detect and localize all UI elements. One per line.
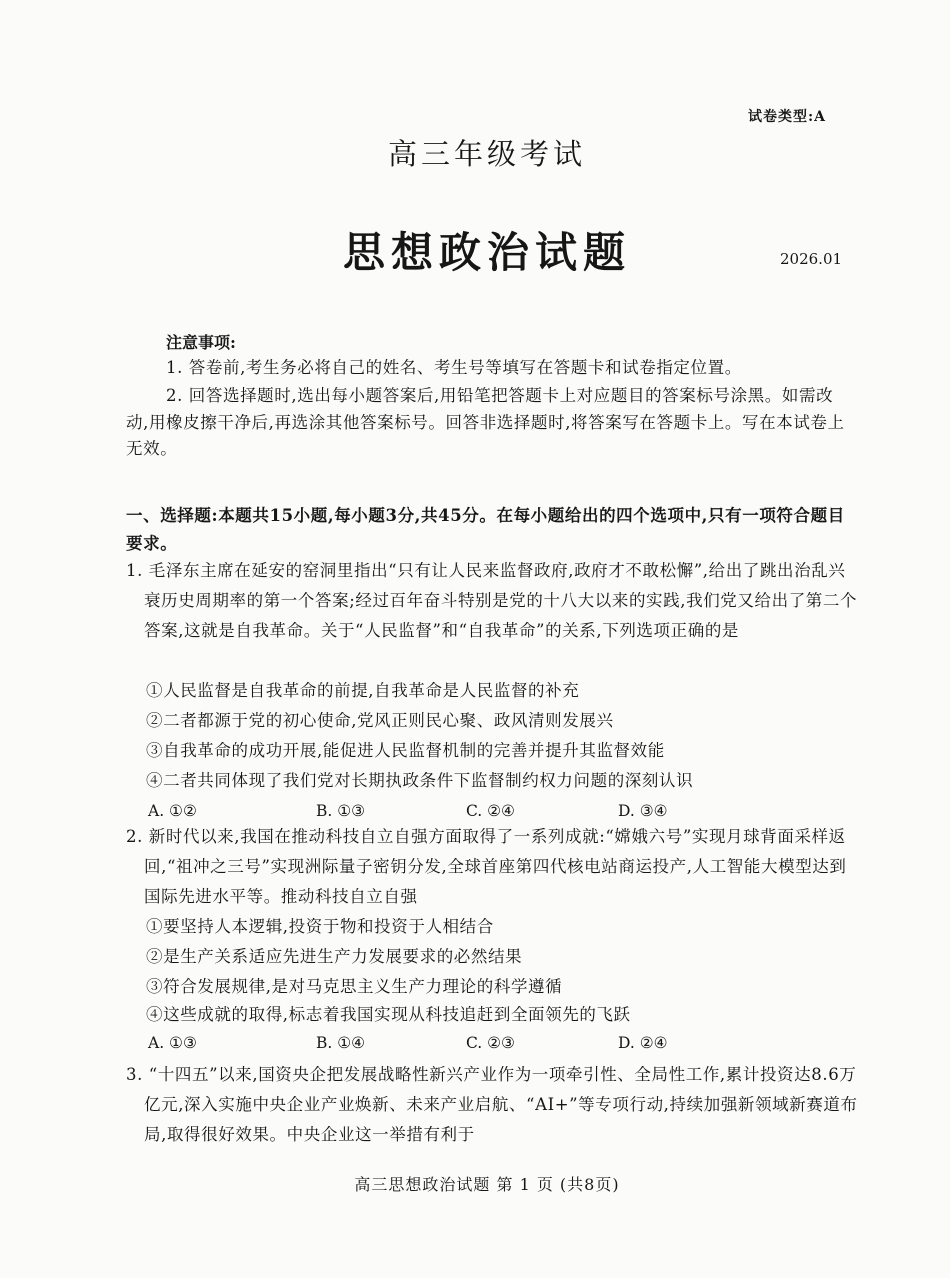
notice-item: 2. 回答选择题时,选出每小题答案后,用铅笔把答题卡上对应题目的答案标号涂黑。如需改动,用橡皮擦干净后,再选涂其他答案标号。回答非选择题时,将答案写在答题卡上。写在本试卷上无效。: [126, 386, 845, 458]
question-stem: 1. 毛泽东主席在延安的窑洞里指出“只有让人民来监督政府,政府才不敢松懈”,给出了跳出治乱兴衰历史周期率的第一个答案;经过百年奋斗特别是党的十八大以来的实践,我们党又给出了第二个答案,这就是自我革命。关于“人民监督”和“自我革命”的关系,下列选项正确的是: [126, 561, 858, 640]
answer-choice: C. ②③: [466, 1034, 515, 1052]
question-option: ③自我革命的成功开展,能促进人民监督机制的完善并提升其监督效能: [146, 741, 665, 760]
question-stem: 3. “十四五”以来,国资央企把发展战略性新兴产业作为一项牵引性、全局性工作,累计投资达8.6万亿元,深入实施中央企业产业焕新、未来产业启航、“AI+”等专项行动,持续加强新领域新赛道布局,取得很好效果。中央企业这一举措有利于: [126, 1065, 858, 1144]
paper-title: 思想政治试题: [342, 228, 631, 277]
answer-choice: B. ①④: [316, 1034, 366, 1052]
exam-name: 高三年级考试: [387, 137, 586, 171]
question-option: ②二者都源于党的初心使命,党风正则民心聚、政风清则发展兴: [146, 711, 614, 730]
question-option: ④这些成就的取得,标志着我国实现从科技追赶到全面领先的飞跃: [146, 1005, 631, 1024]
answer-choices: [148, 1028, 668, 1058]
question-option: ①人民监督是自我革命的前提,自我革命是人民监督的补充: [146, 681, 580, 700]
question-option: ①要坚持人本逻辑,投资于物和投资于人相结合: [146, 917, 494, 936]
answer-choice: C. ②④: [466, 802, 515, 820]
answer-choice: A. ①②: [148, 802, 197, 820]
answer-choice: D. ②④: [618, 1034, 668, 1052]
question-stem: 2. 新时代以来,我国在推动科技自立自强方面取得了一系列成就:“嫦娥六号”实现月球背面采样返回,“祖冲之三号”实现洲际量子密钥分发,全球首座第四代核电站商运投产,人工智能大模型达到国际先进水平等。推动科技自立自强: [126, 827, 847, 906]
answer-choice: B. ①③: [316, 802, 366, 820]
notice-item: 1. 答卷前,考生务必将自己的姓名、考生号等填写在答题卡和试卷指定位置。: [166, 358, 742, 377]
notice-heading: 注意事项:: [166, 333, 236, 352]
exam-date: 2026.01: [780, 250, 843, 268]
question-option: ③符合发展规律,是对马克思主义生产力理论的科学遵循: [146, 977, 563, 996]
paper-type-label: 试卷类型:A: [748, 109, 827, 125]
question-option: ②是生产关系适应先进生产力发展要求的必然结果: [146, 947, 523, 966]
answer-choice: A. ①③: [148, 1034, 197, 1052]
question-option: ④二者共同体现了我们党对长期执政条件下监督制约权力问题的深刻认识: [146, 771, 694, 790]
answer-choice: D. ③④: [618, 802, 668, 820]
page-footer: 高三思想政治试题 第 1 页 (共8页): [354, 1175, 620, 1194]
section-heading: 一、选择题:本题共15小题,每小题3分,共45分。在每小题给出的四个选项中,只有一项符合题目要求。: [126, 506, 845, 553]
